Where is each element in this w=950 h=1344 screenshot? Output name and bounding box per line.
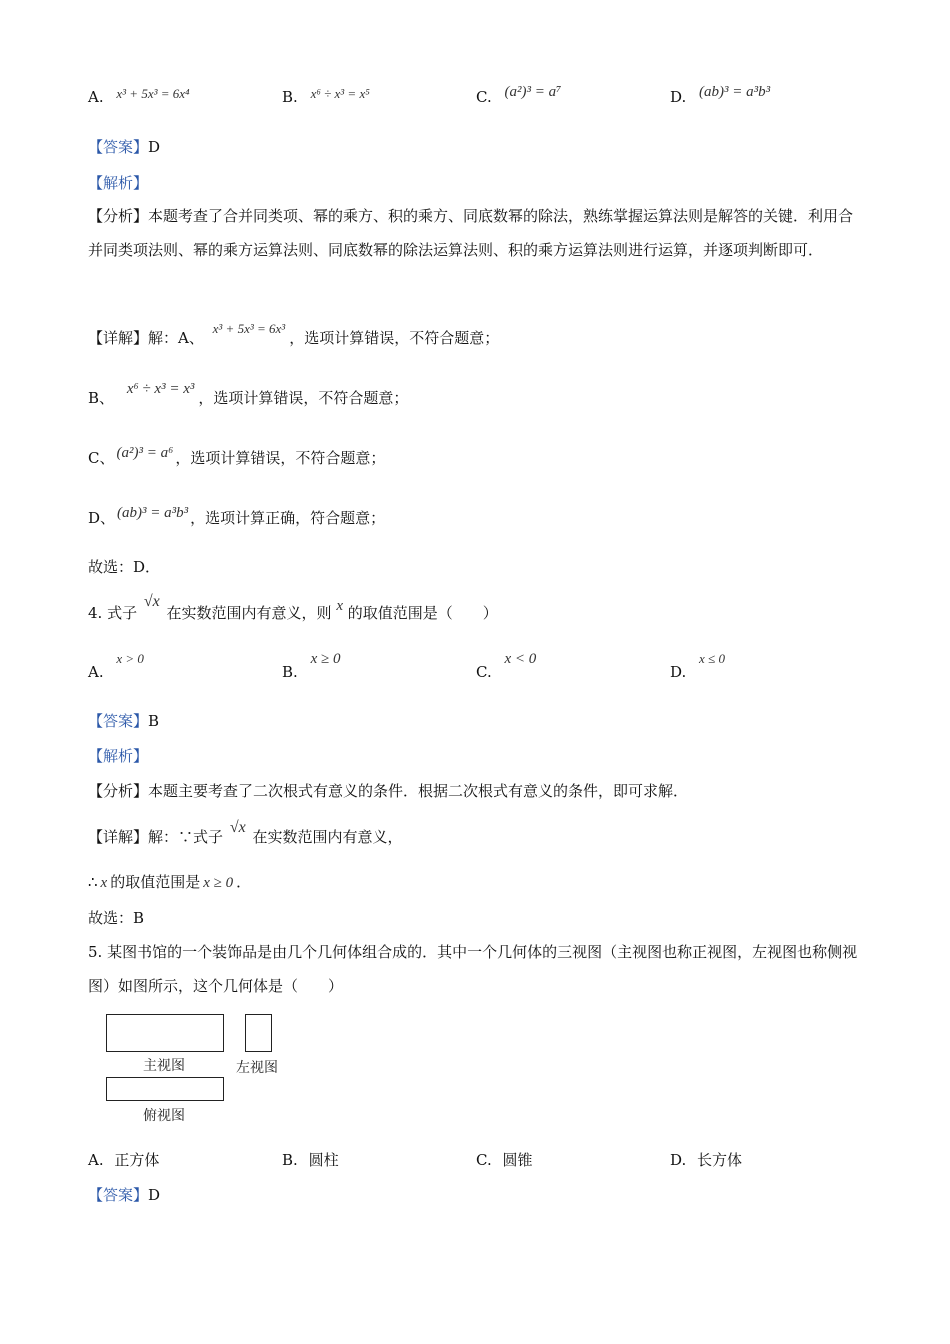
answer-tag: 【答案】 xyxy=(88,712,149,730)
answer-tag: 【答案】 xyxy=(88,1186,149,1204)
q3-detail-d xyxy=(88,507,385,528)
option-formula: x > 0 xyxy=(116,651,144,666)
option-letter: B. xyxy=(282,663,298,681)
detail-formula: x⁶ ÷ x³ = x³ xyxy=(126,381,195,397)
q3-analysis-tag: 【解析】 xyxy=(88,174,149,192)
fenxi-tag: 【分析】 xyxy=(88,207,149,225)
detail-prefix: D、 xyxy=(88,509,116,527)
front-view-rect xyxy=(106,1014,224,1052)
q4-option-d[interactable] xyxy=(670,651,725,681)
q3-detail-a xyxy=(88,321,500,348)
q4-answer xyxy=(88,710,159,731)
option-letter: C. xyxy=(476,1151,492,1169)
fenxi-tag: 【分析】 xyxy=(88,782,149,800)
q4-stem xyxy=(88,593,498,623)
q4-option-a[interactable] xyxy=(88,651,144,681)
left-view-rect xyxy=(245,1014,272,1052)
answer-tag: 【答案】 xyxy=(88,138,149,156)
q3-option-a[interactable] xyxy=(88,88,190,106)
option-text: 正方体 xyxy=(114,1151,160,1169)
q5-option-c[interactable] xyxy=(476,1149,533,1170)
front-view-caption: 主视图 xyxy=(143,1058,185,1074)
detail-formula: x³ + 5x³ = 6x³ xyxy=(212,321,286,336)
q4-detail xyxy=(88,819,403,847)
answer-value: D xyxy=(148,138,161,156)
detail-prefix: B、 xyxy=(88,389,115,407)
therefore-formula: x ≥ 0 xyxy=(203,875,234,891)
option-formula: x³ + 5x³ = 6x⁴ xyxy=(116,86,190,101)
sqrt-expression: √x xyxy=(229,819,246,836)
left-view-caption: 左视图 xyxy=(236,1060,278,1076)
answer-value: D xyxy=(148,1186,161,1204)
detail-formula: (ab)³ = a³b³ xyxy=(117,505,189,521)
q3-conclusion: 故选：D． xyxy=(88,558,161,576)
q5-option-b[interactable] xyxy=(282,1149,339,1170)
q4-option-b[interactable] xyxy=(282,651,341,682)
top-view-rect xyxy=(106,1077,224,1101)
q3-option-c[interactable] xyxy=(476,84,562,107)
option-letter: D. xyxy=(670,1151,687,1169)
therefore-variable: x xyxy=(100,875,108,891)
option-letter: B. xyxy=(282,88,298,106)
option-letter: D. xyxy=(670,88,687,106)
option-formula: x ≥ 0 xyxy=(310,651,341,667)
q3-option-d[interactable] xyxy=(670,84,771,107)
option-formula: x < 0 xyxy=(504,651,537,667)
q4-therefore xyxy=(88,871,251,892)
q4-analysis-tag: 【解析】 xyxy=(88,747,149,765)
therefore-text: 的取值范围是 xyxy=(110,873,201,891)
option-letter: A. xyxy=(88,1151,104,1169)
option-text: 圆锥 xyxy=(502,1151,533,1169)
detail-intro: 解：A、 xyxy=(148,329,204,347)
q3-fenxi xyxy=(88,199,868,267)
option-text: 圆柱 xyxy=(308,1151,339,1169)
option-formula: x⁶ ÷ x³ = x⁵ xyxy=(310,86,370,101)
q3-detail-b xyxy=(88,381,409,408)
stem-after: 的取值范围是（ ） xyxy=(347,604,498,622)
option-formula: x ≤ 0 xyxy=(699,651,725,666)
q5-option-d[interactable] xyxy=(670,1149,742,1170)
option-letter: A. xyxy=(88,663,104,681)
detail-text: ，选项计算正确，符合题意； xyxy=(190,509,386,527)
option-formula: (a²)³ = a⁷ xyxy=(504,84,562,100)
option-letter: D. xyxy=(670,663,687,681)
fenxi-text: 本题主要考查了二次根式有意义的条件．根据二次根式有意义的条件，即可求解． xyxy=(148,782,689,800)
option-letter: B. xyxy=(282,1151,298,1169)
detail-after: 在实数范围内有意义， xyxy=(252,828,403,846)
q5-answer xyxy=(88,1184,160,1205)
detail-text: ，选项计算错误，不符合题意； xyxy=(175,449,386,467)
option-letter: A. xyxy=(88,88,104,106)
stem-variable: x xyxy=(336,598,344,614)
option-text: 长方体 xyxy=(697,1151,743,1169)
q4-conclusion: 故选：B xyxy=(88,909,145,927)
q3-option-b[interactable] xyxy=(282,88,370,106)
option-letter: C. xyxy=(476,88,492,106)
detail-tag: 【详解】 xyxy=(88,828,149,846)
option-formula: (ab)³ = a³b³ xyxy=(699,84,771,100)
stem-middle: 在实数范围内有意义，则 xyxy=(166,604,332,622)
q4-fenxi xyxy=(88,780,688,801)
therefore-end: ． xyxy=(236,873,252,891)
answer-value: B xyxy=(148,712,160,730)
top-view-caption: 俯视图 xyxy=(143,1108,185,1124)
q3-detail-c xyxy=(88,447,385,468)
q4-option-c[interactable] xyxy=(476,651,537,682)
q5-stem: 5. 某图书馆的一个装饰品是由几个几何体组合成的．其中一个几何体的三视图（主视图也称正视图，左视图也称侧视图）如图所示，这个几何体是（ ） xyxy=(88,943,858,995)
q5-option-a[interactable] xyxy=(88,1149,159,1170)
q3-answer xyxy=(88,136,160,157)
detail-text: ，选项计算错误，不符合题意； xyxy=(289,329,500,347)
option-letter: C. xyxy=(476,663,492,681)
detail-text: ，选项计算错误，不符合题意； xyxy=(198,389,409,407)
detail-formula: (a²)³ = a⁶ xyxy=(116,445,174,461)
detail-tag: 【详解】 xyxy=(88,329,149,347)
detail-before: 解：∵式子 xyxy=(148,828,224,846)
fenxi-text: 本题考查了合并同类项、幂的乘方、积的乘方、同底数幂的除法，熟练掌握运算法则是解答的关键．利用合并同类项法则、幂的乘方运算法则、同底数幂的除法运算法则、积的乘方运算法则进行运算，并逐项判断即可． xyxy=(88,207,854,259)
stem-before: 4. 式子 xyxy=(88,604,138,622)
therefore-symbol: ∴ xyxy=(88,873,98,891)
detail-prefix: C、 xyxy=(88,449,115,467)
sqrt-expression: √x xyxy=(143,593,160,610)
